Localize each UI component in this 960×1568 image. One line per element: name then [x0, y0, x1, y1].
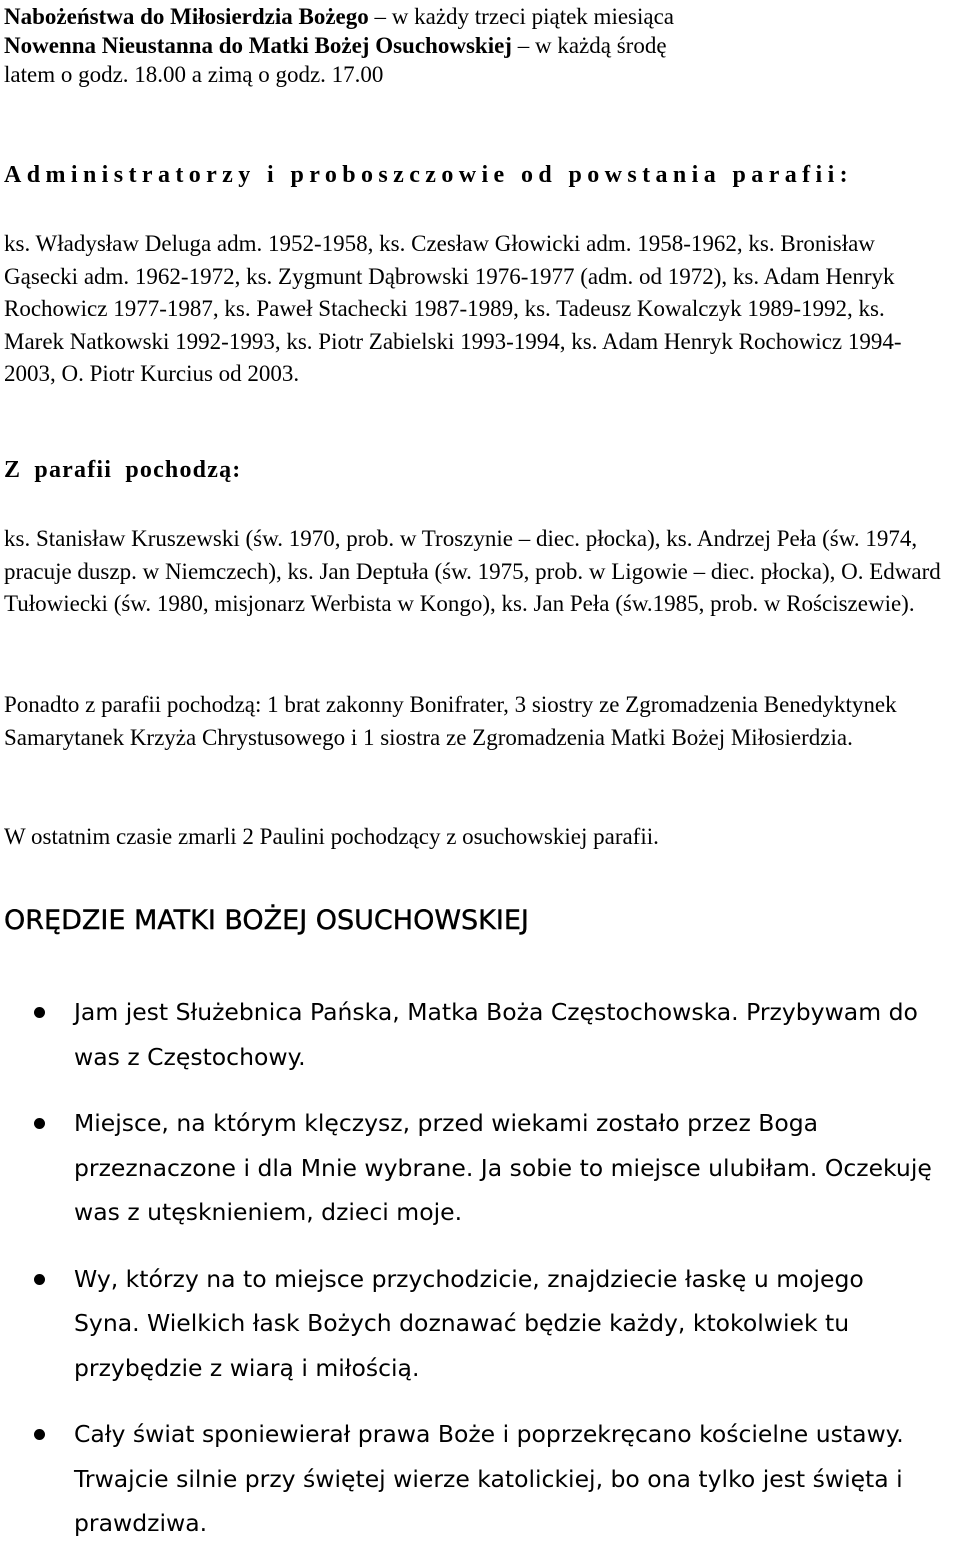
- bullet-icon: [34, 1007, 45, 1018]
- schedule-line: [4, 60, 944, 89]
- message-heading: ORĘDZIE MATKI BOŻEJ OSUCHOWSKIEJ: [4, 905, 529, 936]
- administrators-list: ks. Władysław Deluga adm. 1952-1958, ks. Czesław Głowicki adm. 1958-1962, ks. Bronisław Gąsecki adm. 1962-1972, ks. Zygmunt Dąbrowski 1976-1977 (adm. od 1972), ks. Adam Henryk Rochowicz 1977-1987, ks. Paweł Stachecki 1987-1989, ks. Tadeusz Kowalczyk 1989-1992, ks. Marek Natkowski 1992-1993, ks. Piotr Zabielski 1993-1994, ks. Adam Henryk Rochowicz 1994-2003, O. Piotr Kurcius od 2003.: [4, 231, 902, 386]
- schedule-line-detail: – w każdy trzeci piątek miesiąca: [368, 4, 675, 29]
- bullet-icon: [34, 1118, 45, 1129]
- parish-origin-list: ks. Stanisław Kruszewski (św. 1970, prob. w Troszynie – diec. płocka), ks. Andrzej Peła (św. 1974, pracuje duszp. w Niemczech), ks. Jan Deptuła (św. 1975, prob. w Ligowie – diec. płocka), O. Edward Tułowiecki (św. 1980, misjonarz Werbista w Kongo), ks. Jan Peła (św.1985, prob. w Rościszewie).: [4, 526, 941, 616]
- message-item: [0, 1412, 934, 1546]
- schedule-line-detail: latem o godz. 18.00 a zimą o godz. 17.00: [4, 62, 384, 87]
- schedule-line: [4, 31, 944, 60]
- message-item: [0, 1101, 934, 1235]
- message-item-text: Wy, którzy na to miejsce przychodzicie, znajdziecie łaskę u mojego Syna. Wielkich łask Bożych doznawać będzie każdy, ktokolwiek tu przybędzie z wiarą i miłością.: [74, 1264, 864, 1382]
- schedule-line-detail: – w każdą środę: [511, 33, 667, 58]
- message-item-text: Cały świat sponiewierał prawa Boże i poprzekręcano kościelne ustawy. Trwajcie silnie przy świętej wierze katolickiej, bo ona tylko jest święta i prawdziwa.: [74, 1420, 904, 1537]
- bullet-icon: [34, 1274, 45, 1285]
- message-item-text: Jam jest Służebnica Pańska, Matka Boża Częstochowska. Przybywam do was z Częstochowy.: [74, 998, 918, 1071]
- message-list: [0, 990, 960, 1568]
- schedule-line-title: Nowenna Nieustanna do Matki Bożej Osuchowskiej: [4, 33, 512, 58]
- message-item: [0, 1257, 934, 1391]
- deceased-paragraph: W ostatnim czasie zmarli 2 Paulini pochodzący z osuchowskiej parafii.: [4, 824, 659, 849]
- administrators-heading: Administratorzy i proboszczowie od powstania parafii:: [4, 162, 854, 188]
- message-item-text: Miejsce, na którym klęczysz, przed wiekami zostało przez Boga przeznaczone i dla Mnie wybrane. Ja sobie to miejsce ulubiłam. Oczekuję was z utęsknieniem, dzieci moje.: [74, 1109, 932, 1226]
- schedule-line-title: Nabożeństwa do Miłosierdzia Bożego: [4, 4, 369, 29]
- bullet-icon: [34, 1429, 45, 1440]
- service-schedule: [4, 2, 944, 89]
- parish-origin-heading: Z parafii pochodzą:: [4, 457, 242, 483]
- schedule-line: [4, 2, 944, 31]
- message-item: [0, 990, 934, 1079]
- religious-vocations-paragraph: Ponadto z parafii pochodzą: 1 brat zakonny Bonifrater, 3 siostry ze Zgromadzenia Benedyktynek Samarytanek Krzyża Chrystusowego i 1 siostra ze Zgromadzenia Matki Bożej Miłosierdzia.: [4, 692, 897, 750]
